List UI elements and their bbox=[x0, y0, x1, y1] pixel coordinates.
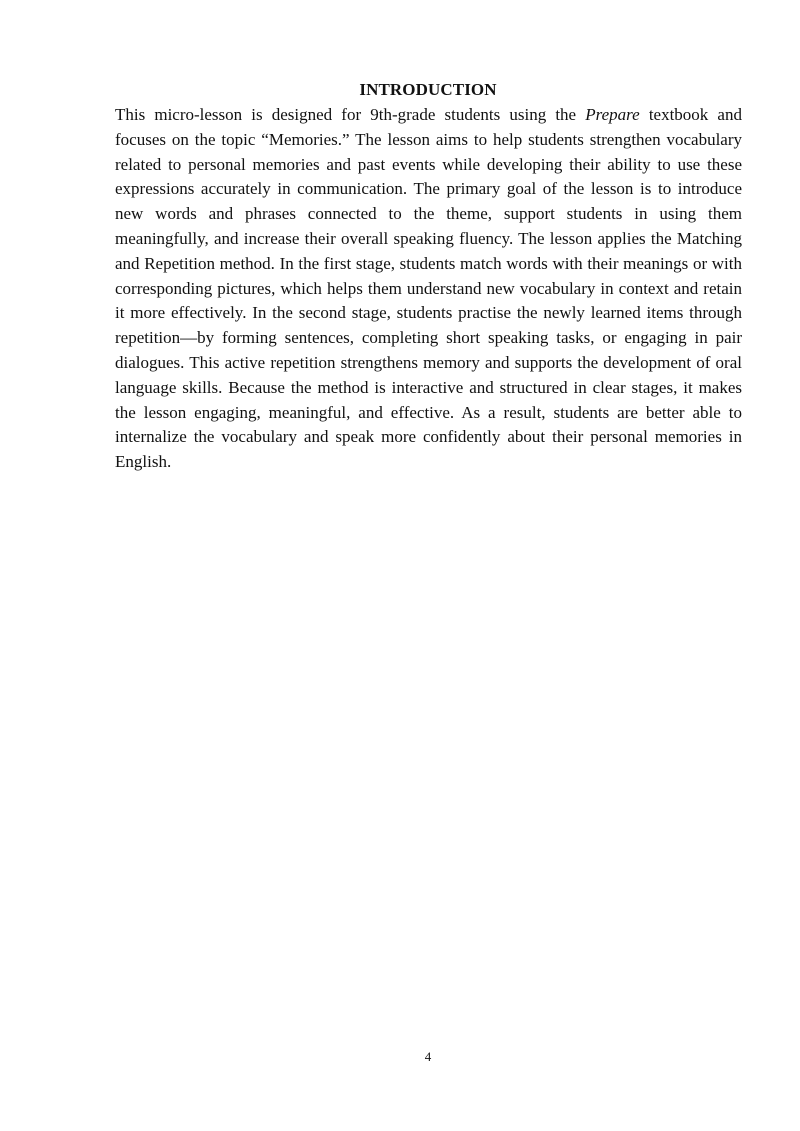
page-number: 4 bbox=[424, 1049, 432, 1064]
introduction-paragraph bbox=[115, 103, 742, 475]
textbook-title: Prepare bbox=[585, 105, 640, 124]
paragraph-text-rest: textbook and focuses on the topic “Memories.” The lesson aims to help students strengthen vocabulary related to personal memories and past events while developing their ability to use these expressions accurately in communication. The primary goal of the lesson is to introduce new words and phrases connected to the theme, support students in using them meaningfully, and increase their overall speaking fluency. The lesson applies the Matching and Repetition method. In the first stage, students match words with their meanings or with corresponding pictures, which helps them understand new vocabulary in context and retain it more effectively. In the second stage, students practise the newly learned items through repetition—by forming sentences, completing short speaking tasks, or engaging in pair dialogues. This active repetition strengthens memory and supports the development of oral language skills. Because the method is interactive and structured in clear stages, it makes the lesson engaging, meaningful, and effective. As a result, students are better able to internalize the vocabulary and speak more confidently about their personal memories in English. bbox=[115, 105, 742, 472]
paragraph-text-start: This micro-lesson is designed for 9th-grade students using the bbox=[115, 105, 586, 124]
section-heading: INTRODUCTION bbox=[359, 80, 497, 99]
